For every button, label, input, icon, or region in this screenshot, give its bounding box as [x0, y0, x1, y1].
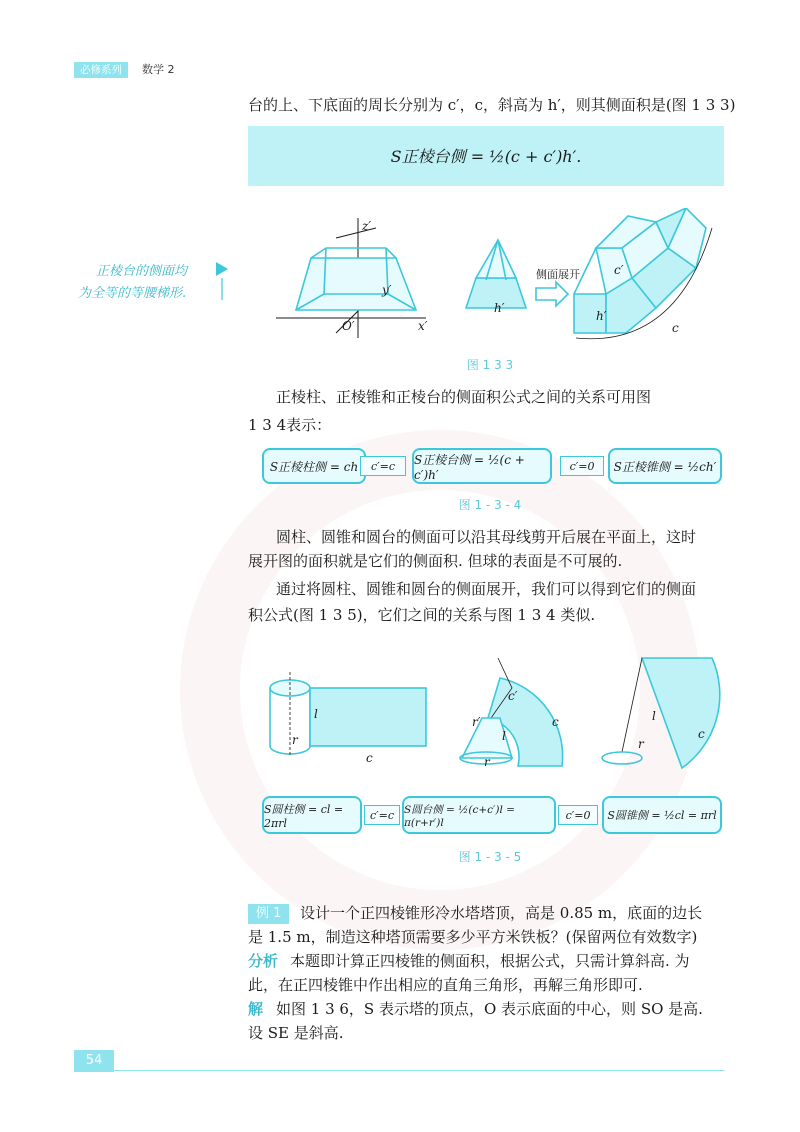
paragraph-relation-line2: 1 3 4表示： [248, 416, 332, 434]
example-line1: 设计一个正四棱锥形冷水塔塔顶，高是 0.85 m，底面的边长 [300, 904, 703, 922]
cylinder-c-label: c [366, 751, 373, 765]
figure-1-3-4-caption: 图 1 - 3 - 4 [458, 498, 522, 512]
analysis-label: 分析 [248, 952, 279, 970]
formula-box [248, 126, 724, 186]
paragraph-relation-line1: 正棱柱、正棱锥和正棱台的侧面积公式之间的关系可用图 [276, 388, 652, 406]
cylinder-area-box: S圆柱侧 = cl = 2πrl [262, 796, 362, 834]
unfold-h-label: h′ [596, 309, 607, 323]
side-note-line1: 正棱台的侧面均 [96, 264, 188, 279]
axis-y-label: y′ [382, 283, 392, 297]
analysis-line1: 本题即计算正四棱锥的侧面积，根据公式，只需计算斜高. 为 [290, 952, 690, 970]
pyramid-area-box: S正棱锥侧 = ½ch′ [608, 448, 722, 484]
unfold-c-label: c [672, 321, 679, 335]
figure-1-3-5 [262, 648, 724, 788]
figure-1-3-3-caption: 图 1 3 3 [466, 358, 514, 372]
example-line2: 是 1.5 m，制造这种塔顶需要多少平方米铁板？(保留两位有效数字) [248, 928, 698, 946]
cone-c-label: c [698, 727, 705, 741]
cone-l-label: l [652, 709, 656, 723]
subject-label: 数学 2 [142, 63, 175, 76]
frustum-c-label: c [552, 715, 559, 729]
pyramid-h-label: h′ [494, 301, 505, 315]
cylinder-r-label: r [292, 733, 298, 747]
paragraph-unfold-line2: 展开图的面积就是它们的侧面积. 但球的表面是不可展的. [248, 552, 623, 570]
analysis-line2: 此，在正四棱锥中作出相应的直角三角形，再解三角形即可. [248, 976, 643, 994]
paragraph-formula-line2: 积公式(图 1 3 5)，它们之间的关系与图 1 3 4 类似. [248, 606, 596, 624]
axis-x-label: x′ [418, 319, 428, 333]
origin-label: O′ [342, 319, 355, 333]
arrow-c-equal: c′=c [360, 456, 406, 476]
frustum-cone-area-box: S圆台侧 = ½(c+c′)l = π(r+r′)l [402, 796, 556, 834]
series-badge: 必修系列 [74, 62, 128, 78]
arrow-c-equal-2: c′=c [364, 805, 400, 825]
arrow-c-zero-2: c′=0 [558, 805, 598, 825]
side-note-bracket-icon [212, 258, 232, 304]
side-note-line2: 为全等的等腰梯形. [78, 286, 187, 301]
paragraph-formula-line1: 通过将圆柱、圆锥和圆台的侧面展开，我们可以得到它们的侧面 [276, 580, 697, 598]
solution-label: 解 [248, 1000, 264, 1018]
paragraph-unfold-line1: 圆柱、圆锥和圆台的侧面可以沿其母线剪开后展在平面上，这时 [276, 528, 697, 546]
example-badge: 例 1 [248, 904, 289, 924]
figure-1-3-3 [276, 208, 726, 348]
cylinder-l-label: l [314, 707, 318, 721]
paragraph-frustum-intro: 台的上、下底面的周长分别为 c′，c，斜高为 h′，则其侧面积是(图 1 3 3) [248, 96, 736, 114]
cone-r-label: r [638, 737, 644, 751]
unfold-label: 侧面展开 [536, 268, 580, 281]
frustum-area-formula: S正棱台侧 = ½(c + c′)h′. [390, 147, 582, 166]
frustum-cprime-label: c′ [508, 689, 518, 703]
page-number: 54 [74, 1050, 114, 1072]
frustum-r-label: r [484, 755, 490, 769]
axis-z-label: z′ [362, 219, 372, 233]
unfold-cprime-label: c′ [614, 263, 624, 277]
frustum-l-label: l [502, 729, 506, 743]
frustum-rprime-label: r′ [472, 715, 481, 729]
prism-area-box: S正棱柱侧 = ch [262, 448, 366, 484]
frustum-area-box: S正棱台侧 = ½(c + c′)h′ [412, 448, 552, 484]
cone-area-box: S圆锥侧 = ½cl = πrl [602, 796, 722, 834]
solution-line2: 设 SE 是斜高. [248, 1024, 344, 1042]
solution-line1: 如图 1 3 6，S 表示塔的顶点，O 表示底面的中心，则 SO 是高. [276, 1000, 703, 1018]
footer-rule [114, 1070, 724, 1071]
arrow-c-zero: c′=0 [560, 456, 604, 476]
figure-1-3-5-caption: 图 1 - 3 - 5 [458, 850, 522, 864]
